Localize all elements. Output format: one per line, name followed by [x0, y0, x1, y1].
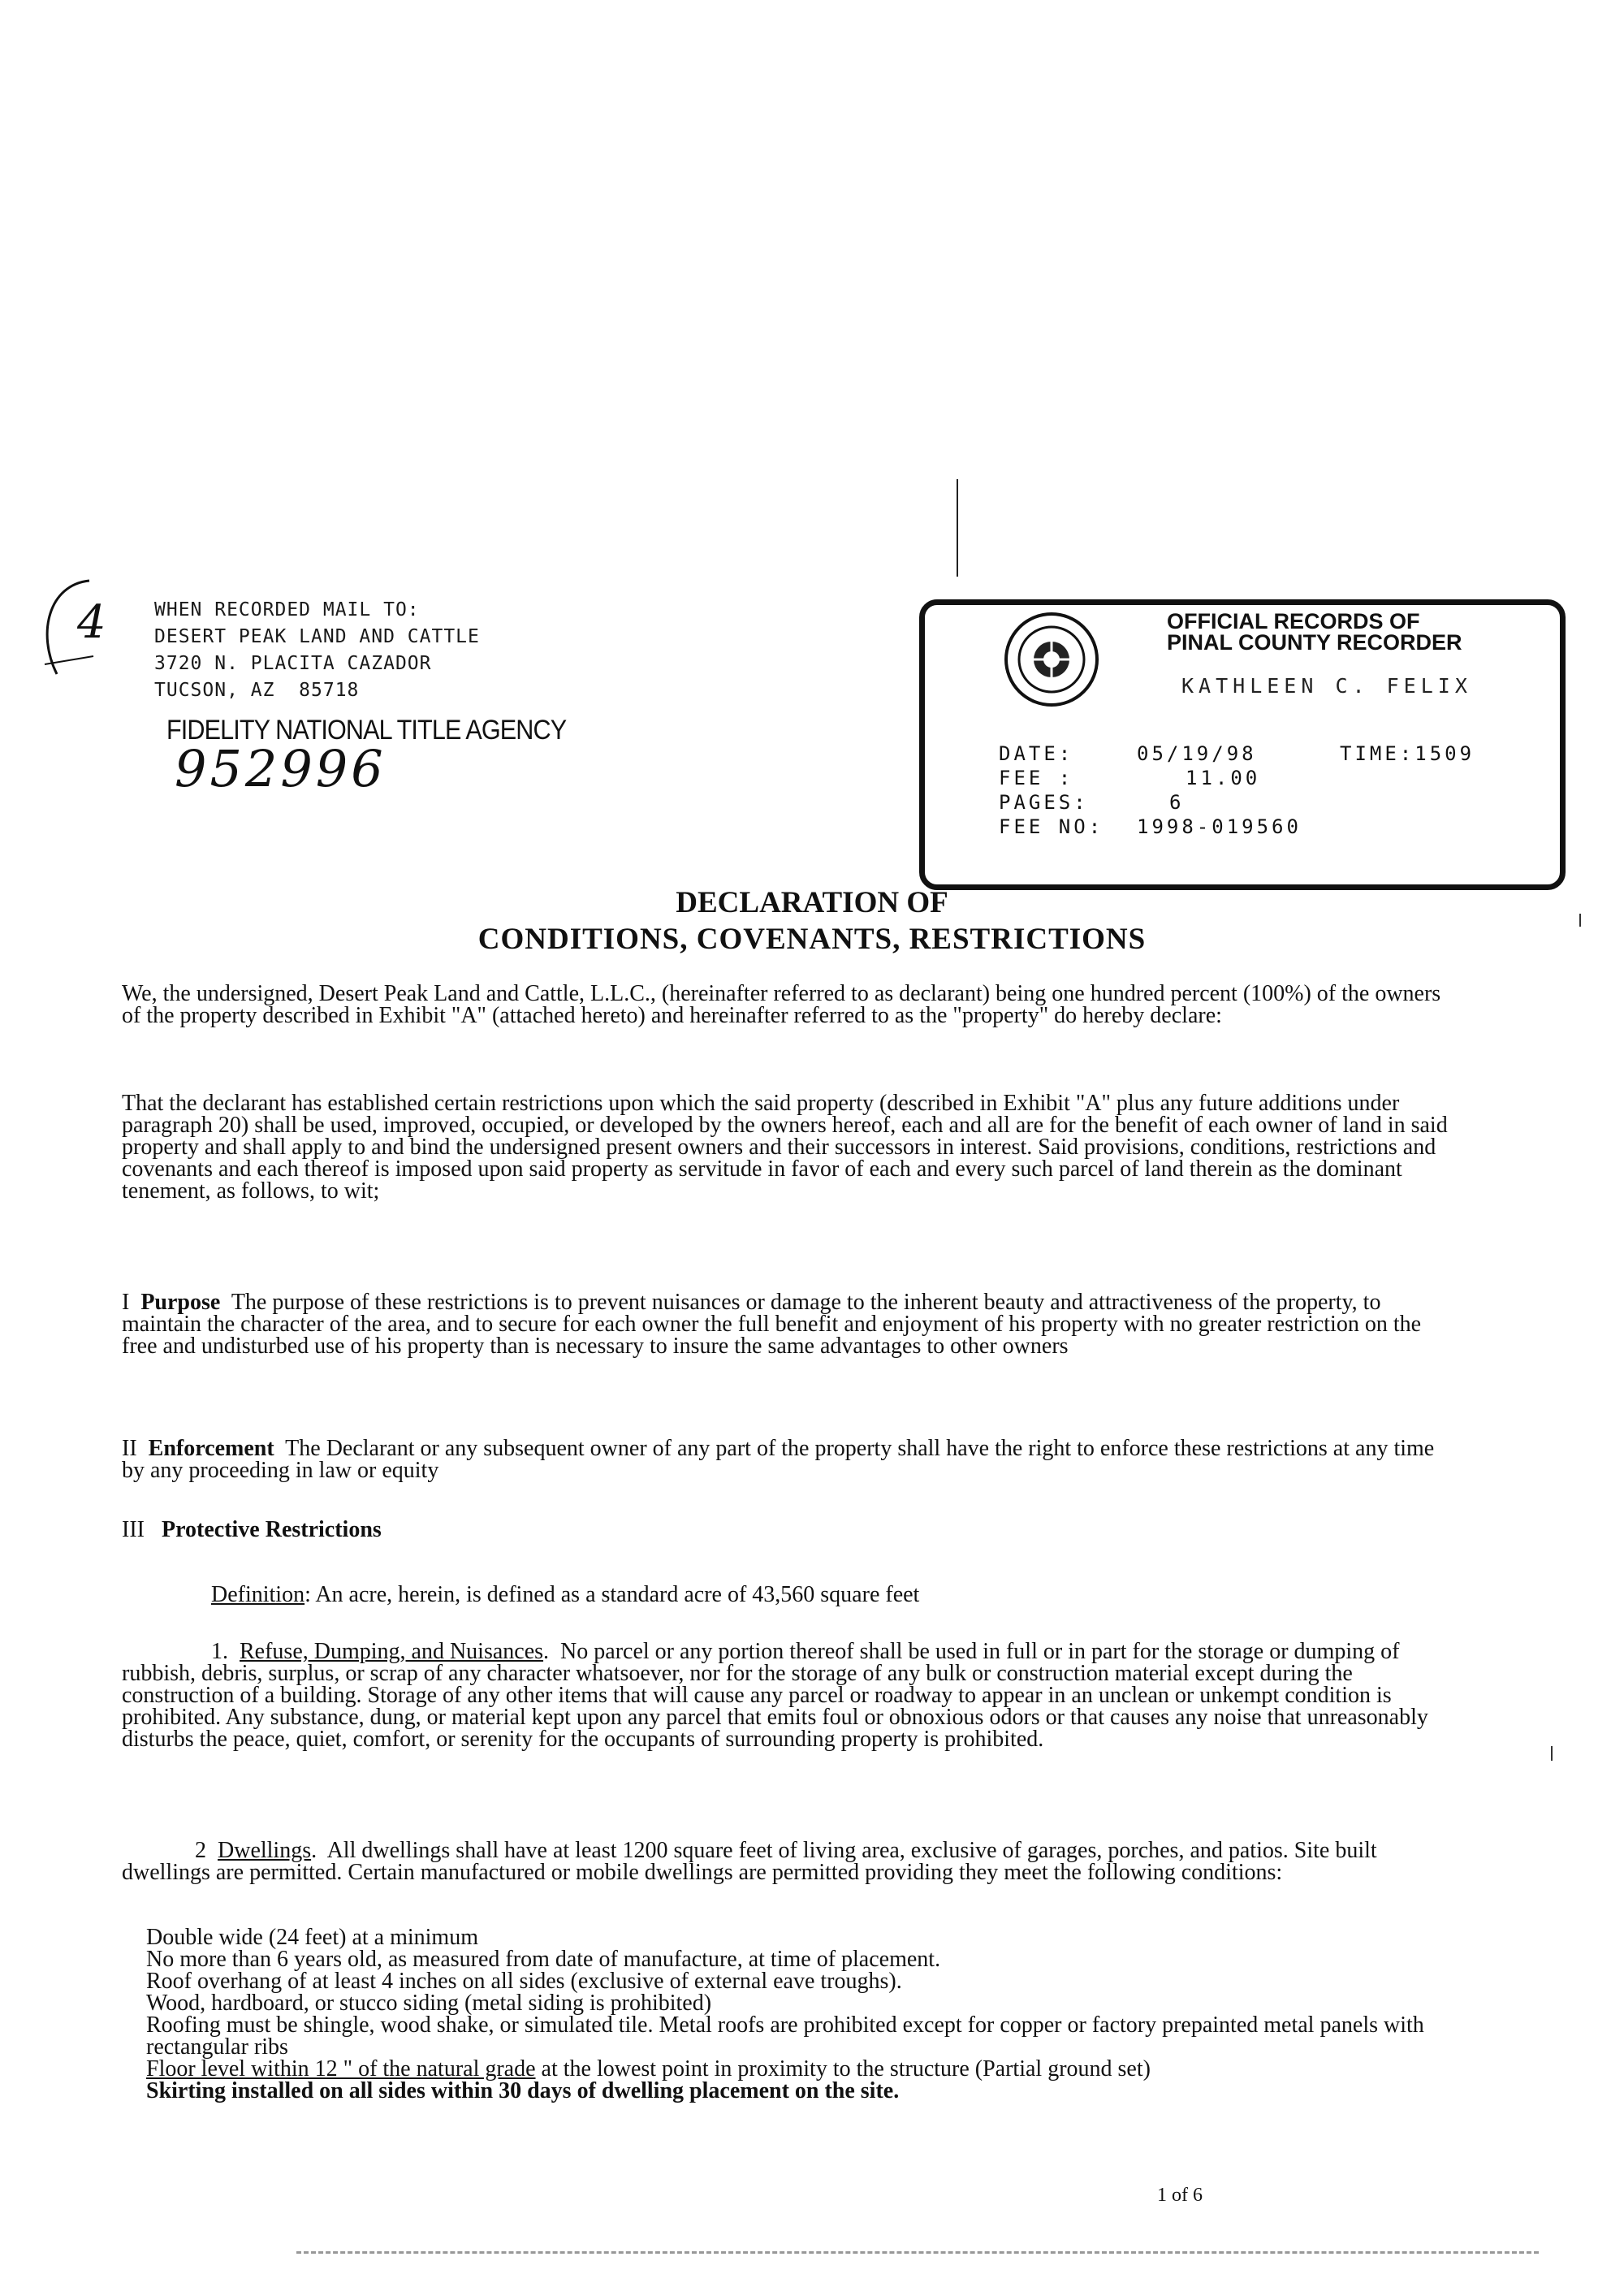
condition-item-floor — [146, 2058, 1462, 2080]
date-label: DATE: — [999, 742, 1074, 765]
dwellings-section: 2 Dwellings. All dwellings shall have at least 1200 square feet of living area, exclusive of garages, porches, and patios. Site built dwellings are permitted. Certain manufactured or mobile dwellings are permitted providing they meet the following conditions: — [122, 1838, 1377, 1885]
condition-item: No more than 6 years old, as measured from date of manufacture, at time of placement. — [146, 1947, 941, 1972]
scan-mark — [1579, 914, 1581, 927]
vertical-rule — [957, 479, 958, 577]
mail-to-name: DESERT PEAK LAND AND CATTLE — [154, 626, 480, 647]
condition-item: Wood, hardboard, or stucco siding (metal siding is prohibited) — [146, 1991, 712, 2016]
protective-number: III — [122, 1517, 145, 1542]
purpose-heading: Purpose — [140, 1290, 221, 1315]
refuse-number: 1. — [211, 1639, 228, 1664]
time-value: 1509 — [1415, 742, 1475, 765]
handwritten-number: 4 — [77, 596, 106, 649]
feeno-label: FEE NO: — [999, 815, 1104, 838]
county-seal-icon — [1003, 611, 1100, 708]
refuse-text: No parcel or any portion thereof shall be used in full or in part for the storage or dumping of rubbish, debris, surplus, or scrap of any character whatsoever, nor for the storage of any bulk or construction material except during the construction of a building. Storage of any other items that will cause any parcel or roadway to appear in an unclean or unkempt condition is prohibited. Any substance, dung, or material kept upon any parcel that emits foul or obnoxious odors or that causes any noise that unreasonably disturbs the peace, quiet, comfort, or serenity for the occupants of surrounding property is prohibited. — [122, 1639, 1428, 1752]
condition-item: Skirting installed on all sides within 30 days of dwelling placement on the site. — [146, 2078, 900, 2103]
mail-to-city: TUCSON, AZ 85718 — [154, 680, 360, 701]
definition-text: An acre, herein, is defined as a standard acre of 43,560 square feet — [315, 1582, 920, 1607]
stamp-title-line2: PINAL COUNTY RECORDER — [1167, 630, 1462, 655]
condition-item: Roofing must be shingle, wood shake, or simulated tile. Metal roofs are prohibited except for copper or factory prepainted metal panels with rectangular ribs — [146, 2012, 1424, 2060]
condition-item: Double wide (24 feet) at a minimum — [146, 1925, 478, 1950]
stamp-pages-row — [999, 790, 1475, 815]
handwritten-order-number: 952996 — [175, 739, 387, 798]
dwellings-number: 2 — [195, 1838, 206, 1863]
dwellings-heading: Dwellings — [218, 1838, 312, 1863]
mail-to-label: WHEN RECORDED MAIL TO: — [154, 599, 420, 620]
purpose-text: The purpose of these restrictions is to prevent nuisances or damage to the inherent beauty and attractiveness of the property, to maintain the character of the area, and to secure for each owner the full benefit and enjoyment of his property with no greater restriction on the free and undisturbed use of his property than is necessary to insure the same advantages to other owners — [122, 1290, 1422, 1359]
enforcement-heading: Enforcement — [148, 1436, 274, 1461]
stamp-title-line1: OFFICIAL RECORDS OF — [1167, 609, 1420, 633]
enforcement-number: II — [122, 1436, 137, 1461]
floor-level-label: Floor level within 12 " of the natural grade — [146, 2056, 536, 2082]
title-agency-stamp: FIDELITY NATIONAL TITLE AGENCY — [166, 715, 567, 746]
refuse-section: 1. Refuse, Dumping, and Nuisances. No parcel or any portion thereof shall be used in full or in part for the storage or dumping of rubbish, debris, surplus, or scrap of any character whatsoever, nor for the storage of any bulk or construction material except during the construction of a building. Storage of any other items that will cause any parcel or roadway to appear in an unclean or unkempt condition is prohibited. Any substance, dung, or material kept upon any parcel that emits foul or obnoxious odors or that causes any noise that unreasonably disturbs the peace, quiet, comfort, or serenity for the occupants of surrounding property is prohibited. — [122, 1639, 1428, 1752]
declaration-paragraph: That the declarant has established certain restrictions upon which the said property (described in Exhibit "A" plus any future additions under paragraph 20) shall be used, improved, occupied, or developed by the owners hereof, each and all are for the benefit of each owner of land in said property and shall apply to and bind the undersigned present owners and their successors in interest. Said provisions, conditions, restrictions and covenants and each thereof is imposed upon said property as servitude in favor of each and every such parcel of land therein as the dominant tenement, as follows, to wit; — [122, 1091, 1448, 1204]
fee-label: FEE : — [999, 767, 1074, 789]
date-value: 05/19/98 — [1137, 742, 1257, 765]
purpose-number: I — [122, 1290, 130, 1315]
page-number: 1 of 6 — [1157, 2185, 1203, 2206]
dwellings-text: All dwellings shall have at least 1200 square feet of living area, exclusive of garages, porches, and patios. Site built dwellings are permitted. Certain manufactured or mobile dwellings are permitted providing they meet the following conditions: — [122, 1838, 1377, 1885]
definition-line: Definition: An acre, herein, is defined as a standard acre of 43,560 square feet — [211, 1582, 920, 1607]
enforcement-section — [122, 1437, 1453, 1481]
handwritten-circle-mark — [32, 568, 138, 690]
enforcement-text: The Declarant or any subsequent owner of any part of the property shall have the right to enforce these restrictions at any time by any proceeding in law or equity — [122, 1436, 1435, 1483]
mail-to-block — [154, 597, 480, 704]
scan-mark — [1551, 1746, 1553, 1761]
document-title-line2: CONDITIONS, COVENANTS, RESTRICTIONS — [477, 923, 1147, 956]
stamp-feeno-row — [999, 815, 1475, 839]
document-title-line1: DECLARATION OF — [676, 886, 948, 919]
protective-section-heading — [122, 1519, 1453, 1541]
fee-value: 11.00 — [1186, 767, 1261, 789]
scan-noise-line — [296, 2251, 1539, 2260]
time-label: TIME: — [1340, 742, 1415, 765]
feeno-value: 1998-019560 — [1137, 815, 1302, 838]
stamp-fee-row — [999, 766, 1475, 790]
intro-paragraph: We, the undersigned, Desert Peak Land and Cattle, L.L.C., (hereinafter referred to as declarant) being one hundred percent (100%) of the owners of the property described in Exhibit "A" (attached hereto) and hereinafter referred to as the "property" do hereby declare: — [122, 981, 1441, 1028]
recorder-name: KATHLEEN C. FELIX — [1181, 674, 1472, 698]
refuse-heading: Refuse, Dumping, and Nuisances — [240, 1639, 544, 1664]
purpose-section — [122, 1291, 1453, 1357]
protective-heading: Protective Restrictions — [161, 1517, 382, 1542]
mail-to-street: 3720 N. PLACITA CAZADOR — [154, 653, 432, 674]
definition-label: Definition — [211, 1582, 305, 1607]
floor-level-text: at the lowest point in proximity to the structure (Partial ground set) — [541, 2056, 1151, 2082]
pages-value: 6 — [1169, 791, 1185, 814]
stamp-title — [1167, 611, 1462, 653]
condition-item: Roof overhang of at least 4 inches on all sides (exclusive of external eave troughs). — [146, 1969, 902, 1994]
dwelling-conditions-list — [146, 1926, 1462, 2102]
pages-label: PAGES: — [999, 791, 1089, 814]
stamp-date-row — [999, 741, 1475, 766]
stamp-fields — [999, 741, 1475, 839]
